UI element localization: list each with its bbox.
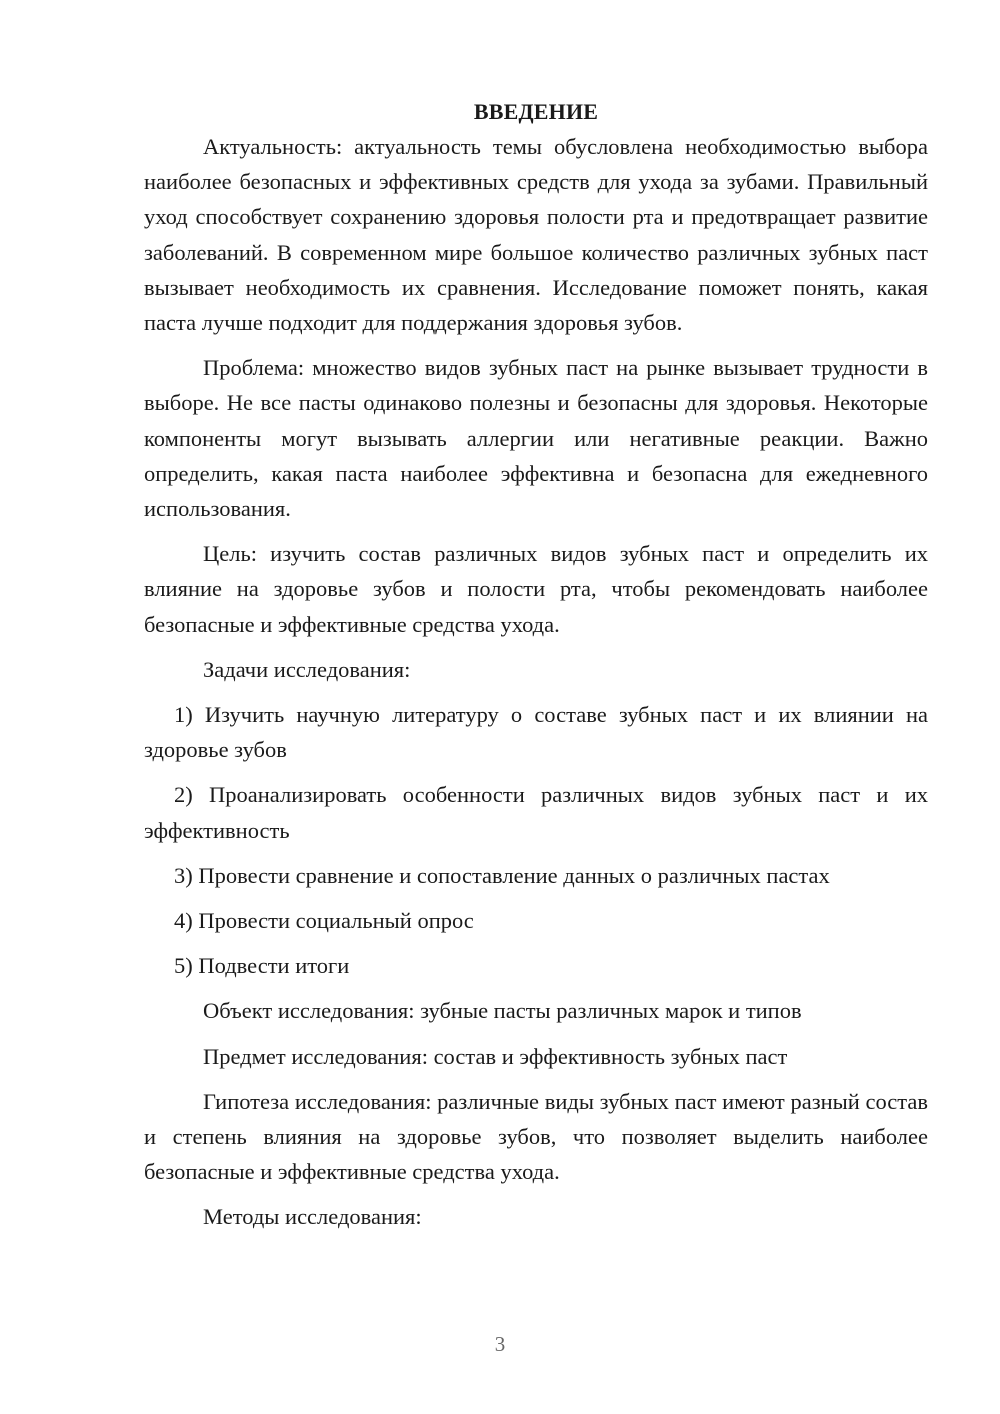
problem-paragraph: Проблема: множество видов зубных паст на рынке вызывает трудности в выборе. Не все пасты одинаково полезны и безопасны для здоровья. Некоторые компоненты могут вызывать аллергии или негативные реакции. Важно определить, какая паста наиболее эффективна и безопасна для ежедневного использования. <box>144 355 928 522</box>
methods-paragraph: Методы исследования: <box>203 1204 422 1230</box>
page-heading: ВВЕДЕНИЕ <box>473 99 599 124</box>
task-item: 3) Провести сравнение и сопоставление данных о различных пастах <box>174 862 830 888</box>
goal-paragraph: Цель: изучить состав различных видов зубных паст и определить их влияние на здоровье зубов и полости рта, чтобы рекомендовать наиболее безопасные и эффективные средства ухода. <box>144 541 928 637</box>
subject-paragraph: Предмет исследования: состав и эффективность зубных паст <box>203 1043 788 1069</box>
task-item: 4) Провести социальный опрос <box>174 908 474 934</box>
page-body <box>144 94 928 1245</box>
task-item: 1) Изучить научную литературу о составе зубных паст и их влиянии на здоровье зубов <box>144 702 928 763</box>
object-paragraph: Объект исследования: зубные пасты различных марок и типов <box>203 998 802 1024</box>
hypothesis-paragraph: Гипотеза исследования: различные виды зубных паст имеют разный состав и степень влияния на здоровье зубов, что позволяет выделить наиболее безопасные и эффективные средства ухода. <box>144 1088 928 1185</box>
relevance-paragraph: Актуальность: актуальность темы обусловлена необходимостью выбора наиболее безопасных и эффективных средств для ухода за зубами. Правильный уход способствует сохранению здоровья полости рта и предотвращает развитие заболеваний. В современном мире большое количество различных зубных паст вызывает необходимость их сравнения. Исследование поможет понять, какая паста лучше подходит для поддержания здоровья зубов. <box>144 134 928 336</box>
tasks-title: Задачи исследования: <box>203 656 411 682</box>
task-item: 2) Проанализировать особенности различных видов зубных паст и их эффективность <box>144 782 928 843</box>
page-number: 3 <box>494 1332 506 1356</box>
task-item: 5) Подвести итоги <box>174 953 350 979</box>
